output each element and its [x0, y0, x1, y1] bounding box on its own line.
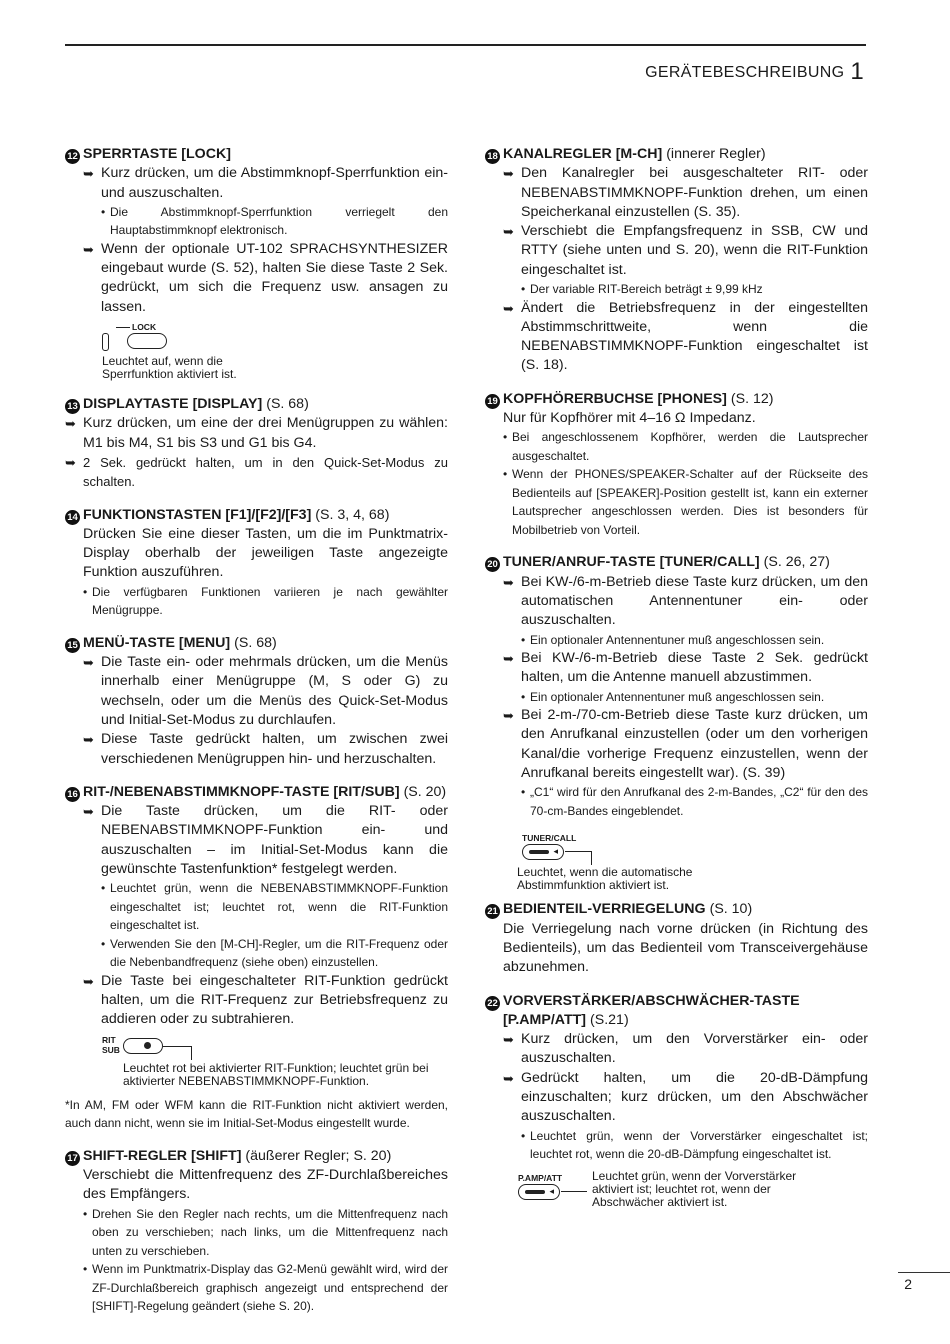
section-heading — [65, 634, 448, 653]
arrow-icon: ➥ — [83, 241, 94, 257]
header-title: GERÄTEBESCHREIBUNG — [645, 64, 845, 81]
arrow-icon: ➥ — [503, 1032, 514, 1048]
section-number-badge: 14 — [65, 510, 80, 525]
arrow-icon: ➥ — [83, 166, 94, 182]
section-heading — [65, 783, 448, 802]
sub-note: • Drehen Sie den Regler nach rechts, um die Mittenfrequenz nach oben zu verschieben; nach links, um die Mittenfrequenz nach unten zu verschieben. — [83, 1206, 448, 1258]
section-number-badge: 13 — [65, 399, 80, 414]
bullet-item: ➥ Gedrückt halten, um die 20-dB-Dämpfung einzuschalten; kurz drücken, um den Abschwächer auszuschalten. — [485, 1069, 868, 1127]
section-heading — [485, 992, 868, 1011]
rit-sub-button-icon — [123, 1038, 163, 1054]
bullet-item: ➥ Kurz drücken, um den Vorverstärker ein- oder auszuschalten. — [485, 1030, 868, 1069]
section-title: BEDIENTEIL-VERRIEGELUNG — [503, 901, 706, 918]
page-ref: (S. 20) — [403, 783, 447, 800]
sub-note: • „C1“ wird für den Anrufkanal des 2-m-Bandes, „C2“ für den des 70-cm-Bandes eingeblendet. — [521, 785, 868, 818]
sub-note: • Wenn der PHONES/SPEAKER-Schalter auf der Rückseite des Bedienteils auf [SPEAKER]-Position gestellt ist, kann ein externer Lautsprecher angeschlossen werden. Dies ist besonders für Mobilbetrieb von Vorteil. — [503, 467, 868, 537]
arrow-icon: ➥ — [83, 732, 94, 748]
left-column — [65, 145, 448, 1330]
page-ref: (S. 26, 27) — [763, 554, 830, 571]
lock-indicator-icon — [102, 333, 109, 351]
section-number-badge: 17 — [65, 1151, 80, 1166]
paragraph: Drücken Sie eine dieser Tasten, um die im Punktmatrix-Display oberhalb der jeweiligen Taste angezeigte Funktion auszuführen. — [83, 525, 448, 581]
section-22 — [485, 992, 868, 1216]
section-18 — [485, 145, 868, 376]
page-ref: (S. 68) — [234, 634, 277, 651]
section-13 — [65, 395, 448, 491]
bullet-item: ➥ Diese Taste gedrückt halten, um zwischen zwei verschiedenen Menügruppen hin- und herzuschalten. — [65, 730, 448, 769]
sub-note: • Bei angeschlossenem Kopfhörer, werden die Lautsprecher ausgeschaltet. — [503, 430, 868, 463]
section-number-badge: 21 — [485, 904, 500, 919]
sub-note: • Verwenden Sie den [M-CH]-Regler, um die RIT-Frequenz oder die Nebenbandfrequenz (siehe oben) einzustellen. — [101, 936, 448, 970]
arrow-icon: ➥ — [503, 224, 514, 240]
figure-caption: Leuchtet auf, wenn die Sperrfunktion aktiviert ist. — [102, 354, 237, 382]
bullet-item: ➥ Kurz drücken, um eine der drei Menügruppen zu wählen: M1 bis M4, S1 bis S3 und G1 bis G4. — [65, 414, 448, 453]
sub-note: • Wenn im Punktmatrix-Display das G2-Menü gewählt wird, wird der ZF-Durchlaßbereich graphisch angezeigt und entsprechend der [SHIFT]-Regelung geändert (siehe S. 20). — [83, 1262, 448, 1314]
bullet-item: ➥ Bei KW-/6-m-Betrieb diese Taste 2 Sek. gedrückt halten, um die Antenne manuell abzustimmen. — [485, 649, 868, 688]
section-title: RIT-/NEBENABSTIMMKNOPF-TASTE [RIT/SUB] — [83, 783, 400, 800]
page-header — [645, 58, 864, 86]
section-number-badge: 16 — [65, 787, 80, 802]
section-15 — [65, 634, 448, 769]
section-17 — [65, 1147, 448, 1316]
figure-label: P.AMP/ATT — [518, 1172, 563, 1183]
arrow-icon: ➥ — [65, 416, 76, 432]
sub-note: • Die Abstimmknopf-Sperrfunktion verriegelt den Hauptabstimmknopf elektronisch. — [101, 204, 448, 238]
lock-figure — [65, 319, 448, 381]
arrow-icon: ➥ — [83, 804, 94, 820]
arrow-icon: ➥ — [503, 651, 514, 667]
sub-note: • Leuchtet grün, wenn die NEBENABSTIMMKNOPF-Funktion eingeschaltet ist; leuchtet rot, wenn die RIT-Funktion eingeschaltet ist. — [101, 881, 448, 933]
sub-note: • Die verfügbaren Funktionen variieren je nach gewählter Menügruppe. — [83, 584, 448, 618]
section-heading — [485, 553, 868, 572]
chapter-number: 1 — [850, 58, 864, 85]
arrow-icon: ➥ — [503, 300, 514, 316]
section-title: KANALREGLER [M-CH] — [503, 146, 663, 162]
section-number-badge: 12 — [65, 149, 80, 164]
bullet-item: ➥ Die Taste bei eingeschalteter RIT-Funktion gedrückt halten, um die RIT-Frequenz zur Betriebsfrequenz zu addieren oder zu subtrahieren. — [65, 972, 448, 1030]
sub-note: • Der variable RIT-Bereich beträgt ± 9,99 kHz — [521, 282, 763, 297]
tuner-call-button-icon: ◂ — [522, 844, 564, 860]
section-title: FUNKTIONSTASTEN [F1]/[F2]/[F3] — [83, 506, 312, 523]
page-ref: (S. 12) — [730, 390, 774, 407]
section-number-badge: 20 — [485, 557, 500, 572]
footnote: *In AM, FM oder WFM kann die RIT-Funktion nicht aktiviert werden, auch dann nicht, wenn sie im Initial-Set-Modus eingestellt wurde. — [65, 1097, 448, 1131]
section-number-badge: 18 — [485, 149, 500, 164]
section-heading — [65, 1147, 448, 1166]
tuner-call-figure — [485, 822, 868, 892]
arrow-icon: ➥ — [503, 1070, 514, 1086]
section-title: SPERRTASTE [LOCK] — [83, 146, 231, 162]
led-dot-icon — [144, 1042, 151, 1049]
section-heading — [65, 506, 448, 525]
section-title: VORVERSTÄRKER/ABSCHWÄCHER-TASTE — [503, 992, 800, 1009]
bullet-item: ➥ Die Taste drücken, um die RIT- oder NEBENABSTIMMKNOPF-Funktion ein- und auszuschalten – im Initial-Set-Modus kann die gewünschte Tastenfunktion* festgelegt werden. — [65, 802, 448, 879]
section-number-badge: 22 — [485, 996, 500, 1011]
sub-note: • Ein optionaler Antennentuner muß angeschlossen sein. — [521, 632, 825, 647]
lock-button-icon — [127, 333, 167, 349]
section-heading — [65, 395, 448, 414]
page-ref: (S. 10) — [709, 901, 753, 918]
section-heading — [485, 390, 868, 409]
figure-caption: Leuchtet grün, wenn der Vorverstärker aktiviert ist; leuchtet rot, wenn der Abschwächer aktiviert ist. — [592, 1168, 797, 1209]
section-title: MENÜ-TASTE [MENU] — [83, 634, 231, 651]
page-ref: (innerer Regler) — [666, 146, 766, 162]
section-heading — [65, 145, 448, 164]
figure-label: TUNER/CALL — [522, 833, 577, 844]
paragraph: Verschiebt die Mittenfrequenz des ZF-Durchlaßbereiches des Empfängers. — [83, 1167, 448, 1203]
paragraph: Die Verriegelung nach vorne drücken (in Richtung des Bedienteils), um das Bedienteil vom Transceivergehäuse abzunehmen. — [503, 920, 868, 976]
section-12 — [65, 145, 448, 381]
right-column — [485, 145, 868, 1230]
figure-label: SUB — [102, 1044, 120, 1055]
page-ref: (S.21) — [590, 1011, 629, 1028]
arrow-icon: ➥ — [503, 574, 514, 590]
bullet-item: ➥ Bei 2-m-/70-cm-Betrieb diese Taste kurz drücken, um den Anrufkanal einzustellen (oder um den vorherigen Kanal/die vorherige Frequenz einzustellen, wenn der Anrufkanal bereits eingestellt war). (S. 39) — [485, 706, 868, 783]
section-number-badge: 19 — [485, 394, 500, 409]
pamp-att-button-icon: ◂ — [518, 1184, 560, 1200]
arrow-icon: ➥ — [503, 166, 514, 182]
page-ref: (S. 68) — [266, 396, 309, 413]
rit-sub-figure — [65, 1032, 448, 1088]
sub-note: • Ein optionaler Antennentuner muß angeschlossen sein. — [521, 689, 825, 704]
section-20 — [485, 553, 868, 892]
page-ref: (äußerer Regler; S. 20) — [245, 1147, 392, 1164]
section-21 — [485, 900, 868, 977]
figure-caption: Leuchtet rot bei aktivierter RIT-Funktion; leuchtet grün bei aktivierter NEBENABSTIMMKNOPF-Funktion. — [123, 1060, 429, 1088]
paragraph: Nur für Kopfhörer mit 4–16 Ω Impedanz. — [503, 410, 756, 427]
sub-note: • Leuchtet grün, wenn der Vorverstärker eingeschaltet ist; leuchtet rot, wenn die 20-dB-Dämpfung eingeschaltet ist. — [521, 1128, 868, 1162]
section-19 — [485, 390, 868, 540]
figure-caption: Leuchtet, wenn die automatische Abstimmfunktion aktiviert ist. — [517, 865, 693, 893]
bullet-item: ➥ Kurz drücken, um die Abstimmknopf-Sperrfunktion ein- und auszuschalten. — [65, 164, 448, 203]
section-heading — [485, 145, 868, 164]
bullet-item: ➥ 2 Sek. gedrückt halten, um in den Quick-Set-Modus zu schalten. — [65, 453, 448, 492]
section-title: SHIFT-REGLER [SHIFT] — [83, 1147, 242, 1164]
top-rule — [65, 44, 866, 46]
section-heading — [485, 900, 868, 919]
arrow-icon: ➥ — [503, 708, 514, 724]
section-title: KOPFHÖRERBUCHSE [PHONES] — [503, 390, 727, 407]
section-number-badge: 15 — [65, 638, 80, 653]
page-ref: (S. 3, 4, 68) — [315, 506, 390, 523]
section-title: DISPLAYTASTE [DISPLAY] — [83, 396, 263, 413]
arrow-icon: ➥ — [83, 655, 94, 671]
bullet-item: ➥ Den Kanalregler bei ausgeschalteter RIT- oder NEBENABSTIMMKNOPF-Funktion drehen, um einen Speicherkanal einzustellen (S. 35). — [485, 164, 868, 222]
section-heading-cont: [P.AMP/ATT] (S.21) — [503, 1011, 629, 1028]
bullet-item: ➥ Die Taste ein- oder mehrmals drücken, um die Menüs innerhalb einer Menügruppe (M, S oder G) zu wechseln, oder um die Menüs des Quick-Set-Modus und Initial-Set-Modus zu durchlaufen. — [65, 653, 448, 730]
figure-label: LOCK — [132, 322, 157, 333]
page-number-rule — [898, 1272, 950, 1273]
pamp-att-figure — [485, 1166, 868, 1216]
section-title: TUNER/ANRUF-TASTE [TUNER/CALL] — [503, 554, 760, 571]
figure-label: RIT — [102, 1034, 116, 1045]
arrow-icon: ➥ — [65, 454, 76, 470]
arrow-icon: ➥ — [83, 973, 94, 989]
section-16 — [65, 783, 448, 1088]
section-14 — [65, 506, 448, 620]
bullet-item: ➥ Wenn der optionale UT-102 SPRACHSYNTHESIZER eingebaut wurde (S. 52), halten Sie diese Taste 2 Sek. gedrückt, um sich die Frequenz usw. ansagen zu lassen. — [65, 240, 448, 317]
page-number: 2 — [904, 1276, 912, 1292]
bullet-item: ➥ Ändert die Betriebsfrequenz in der eingestellten Abstimmschrittweite, wenn die NEBENABSTIMMKNOPF-Funktion eingeschaltet ist (S. 18). — [485, 299, 868, 376]
bullet-item: ➥ Bei KW-/6-m-Betrieb diese Taste kurz drücken, um den automatischen Antennentuner ein- oder auszuschalten. — [485, 573, 868, 631]
bullet-item: ➥ Verschiebt die Empfangsfrequenz in SSB, CW und RTTY (siehe unten und S. 20), wenn die RIT-Funktion eingeschaltet ist. — [485, 222, 868, 280]
